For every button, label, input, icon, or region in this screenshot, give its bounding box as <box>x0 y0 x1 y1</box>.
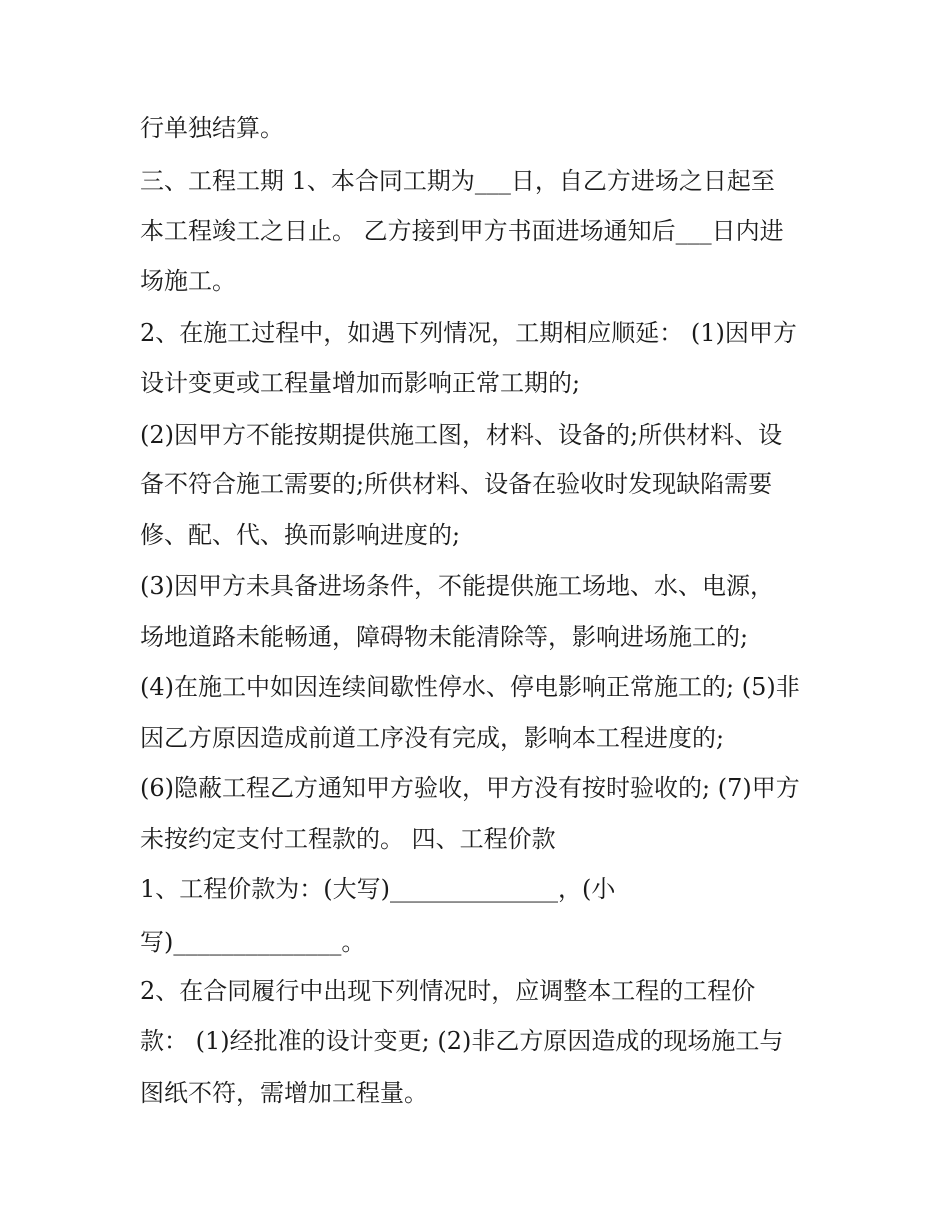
text-line-9: 修、配、代、换而影响进度的; <box>140 521 461 549</box>
text-line-3: 本工程竣工之日止。 乙方接到甲方书面进场通知后___日内进 <box>140 217 784 245</box>
text-line-8: 备不符合施工需要的;所供材料、设备在验收时发现缺陷需要 <box>140 470 773 498</box>
text-line-16: 1、工程价款为：(大写)______________，(小 <box>140 875 616 903</box>
text-line-20: 图纸不符，需增加工程量。 <box>140 1079 428 1107</box>
text-line-6: 设计变更或工程量增加而影响正常工期的; <box>140 369 581 397</box>
text-line-7: (2)因甲方不能按期提供施工图，材料、设备的;所供材料、设 <box>140 421 783 449</box>
text-line-2: 三、工程工期 1、本合同工期为___日，自乙方进场之日起至 <box>140 167 775 195</box>
text-line-4: 场施工。 <box>140 267 236 295</box>
text-line-5: 2、在施工过程中，如遇下列情况，工期相应顺延： (1)因甲方 <box>140 319 797 347</box>
text-line-15: 未按约定支付工程款的。 四、工程价款 <box>140 825 556 853</box>
text-line-14: (6)隐蔽工程乙方通知甲方验收，甲方没有按时验收的; (7)甲方 <box>140 774 800 802</box>
text-line-12: (4)在施工中如因连续间歇性停水、停电影响正常施工的; (5)非 <box>140 673 800 701</box>
text-line-1: 行单独结算。 <box>140 114 284 142</box>
text-line-19: 款： (1)经批准的设计变更; (2)非乙方原因造成的现场施工与 <box>140 1027 784 1055</box>
text-line-13: 因乙方原因造成前道工序没有完成，影响本工程进度的; <box>140 724 725 752</box>
text-line-18: 2、在合同履行中出现下列情况时，应调整本工程的工程价 <box>140 977 756 1005</box>
text-line-11: 场地道路未能畅通，障碍物未能清除等，影响进场施工的; <box>140 623 749 651</box>
text-line-17: 写)______________。 <box>140 928 366 956</box>
text-line-10: (3)因甲方未具备进场条件，不能提供施工场地、水、电源， <box>140 572 774 600</box>
